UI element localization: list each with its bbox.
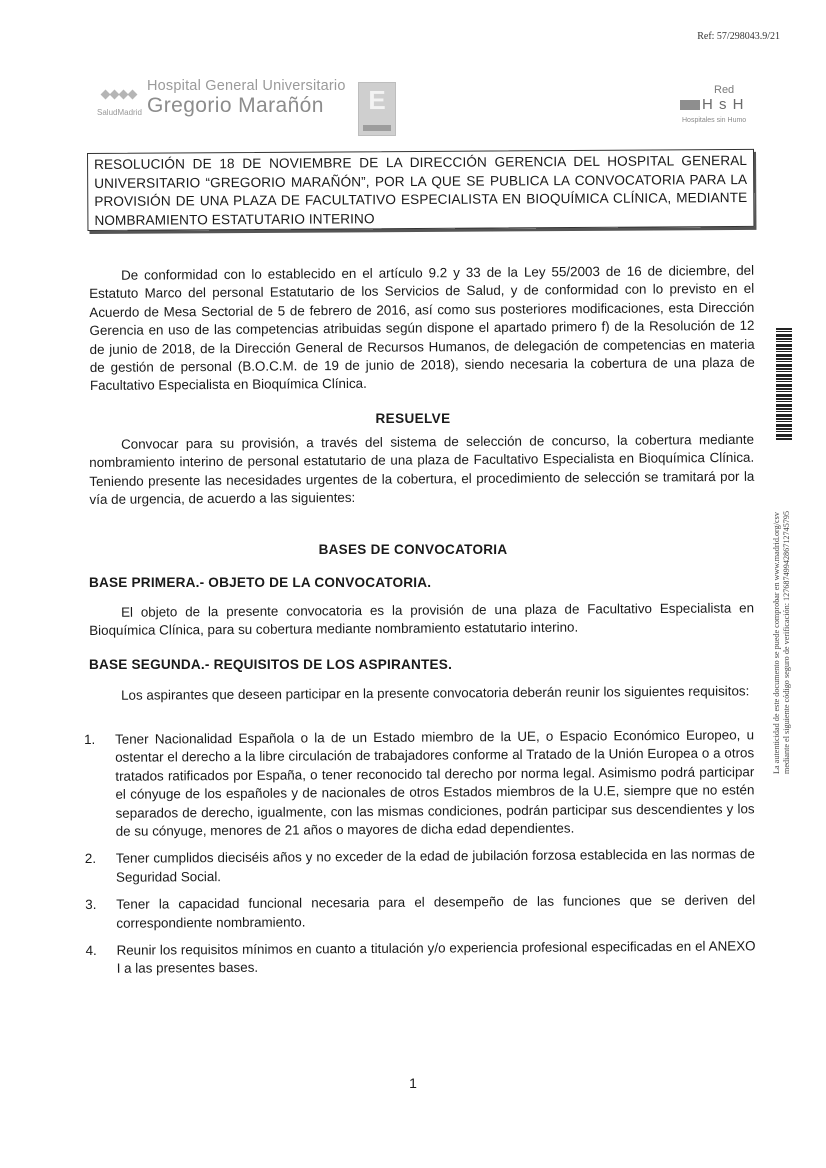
- verification-line2: mediante el siguiente código seguro de verificación: 1276874994286712745795: [782, 510, 791, 774]
- list-item-number: 4.: [85, 942, 97, 959]
- list-item-text: Reunir los requisitos mínimos en cuanto a titulación y/o experiencia profesional especificadas en el ANEXO I a las presentes bases.: [116, 938, 756, 977]
- list-item-text: Tener la capacidad funcional necesaria para el desempeño de las funciones que se deriven del correspondiente nombramiento.: [116, 892, 756, 931]
- base-segunda-text: Los aspirantes que deseen participar en la presente convocatoria deberán reunir los siguientes requisitos:: [121, 683, 750, 703]
- requirements-list: [84, 726, 756, 988]
- resuelve-paragraph: Convocar para su provisión, a través del sistema de selección de concurso, la cobertura mediante nombramiento interino de personal estatutario de una plaza de Facultativo Especialista en Bioquímica Clínica. Teniendo presente las necesidades urgentes de la cobertura, el procedimiento de selección se tramitará por la vía de urgencia, de acuerdo a las siguientes:: [89, 431, 755, 508]
- list-item: [84, 726, 755, 841]
- network-label: Red: [714, 84, 735, 96]
- barcode: [776, 328, 792, 440]
- list-item: [85, 846, 755, 887]
- list-item-number: 2.: [84, 851, 97, 867]
- base-segunda-heading: BASE SEGUNDA.- REQUISITOS DE LOS ASPIRANTES.: [89, 657, 453, 672]
- hsh-label: H s H: [702, 96, 745, 113]
- verification-line1: La autenticidad de este documento se puede comprobar en www.madrid.org/csv: [772, 512, 781, 774]
- hsh-bar-icon: [680, 100, 700, 110]
- list-item-text: Tener Nacionalidad Española o la de un Estado miembro de la UE, o Espacio Económico Europeo, u ostentar el derecho a la libre circulación de trabajadores conforme al Tratado de la Unión Europea o a otros tratados ratificados por España, o tener reconocido tal derecho por norma legal. Asimismo podrá participar el cónyuge de los españoles y de nacionales de otros Estados miembros de la U.E, siempre que no estén separados de derecho, igualmente, con las mismas condiciones, podrán participar sus descendientes y los de su cónyuge, menores de 21 años o mayores de dicha edad dependientes.: [115, 727, 755, 839]
- hospital-logo: [97, 74, 397, 136]
- excellence-badge: [358, 82, 396, 136]
- list-item: [85, 892, 755, 933]
- intro-paragraph: De conformidad con lo establecido en el artículo 9.2 y 33 de la Ley 55/2003 de 16 de diciembre, del Estatuto Marco del personal Estatutario de los Servicios de Salud, y de conformidad con lo previsto en el Acuerdo de Mesa Sectorial de 5 de febrero de 2016, así como sus posteriores modificaciones, esta Dirección Gerencia en uso de las competencias atribuidas según dispone el apartado primero f) de la Resolución de 12 de junio de 2018, de la Dirección General de Recursos Humanos, de delegación de competencias en materia de gestión de personal (B.O.C.M. de 19 de junio de 2018), siendo necesaria la cobertura de una plaza de Facultativo Especialista en Bioquímica Clínica.: [89, 262, 755, 394]
- list-item-number: 3.: [85, 897, 97, 913]
- region-small-label: SaludMadrid: [97, 108, 142, 117]
- resuelve-heading: RESUELVE: [375, 411, 451, 426]
- resolution-title: RESOLUCIÓN DE 18 DE NOVIEMBRE DE LA DIRECCIÓN GERENCIA DEL HOSPITAL GENERAL UNIVERSITARIO “GREGORIO MARAÑÓN”, POR LA QUE SE PUBLICA LA CONVOCATORIA PARA LA PROVISIÓN DE UNA PLAZA DE FACULTATIVO ESPECIALISTA EN BIOQUÍMICA CLÍNICA, MEDIANTE NOMBRAMIENTO ESTATUTARIO INTERINO: [87, 149, 754, 231]
- list-item: [85, 937, 755, 978]
- list-item-number: 1.: [84, 731, 96, 747]
- hospital-name-line2: Gregorio Marañón: [147, 94, 324, 117]
- bases-heading: BASES DE CONVOCATORIA: [318, 542, 508, 557]
- hospital-name-line1: Hospital General Universitario: [147, 78, 346, 94]
- madrid-region-logo: [97, 82, 141, 118]
- list-item-text: Tener cumplidos dieciséis años y no exceder de la edad de jubilación forzosa establecida en las normas de Seguridad Social.: [115, 846, 755, 885]
- verification-stamp: [772, 454, 792, 774]
- page-number: 1: [409, 1075, 417, 1091]
- base-primera-text: El objeto de la presente convocatoria es la provisión de una plaza de Facultativo Especialista en Bioquímica Clínica, para su cobertura mediante nombramiento estatutario interino.: [89, 600, 755, 639]
- excellence-badge-letter: E: [368, 85, 386, 115]
- hsh-sublabel: Hospitales sin Humo: [682, 117, 747, 124]
- reference-number: Ref: 57/298043.9/21: [697, 31, 780, 42]
- smoke-free-network-logo: [678, 84, 788, 130]
- base-primera-heading: BASE PRIMERA.- OBJETO DE LA CONVOCATORIA.: [89, 575, 432, 590]
